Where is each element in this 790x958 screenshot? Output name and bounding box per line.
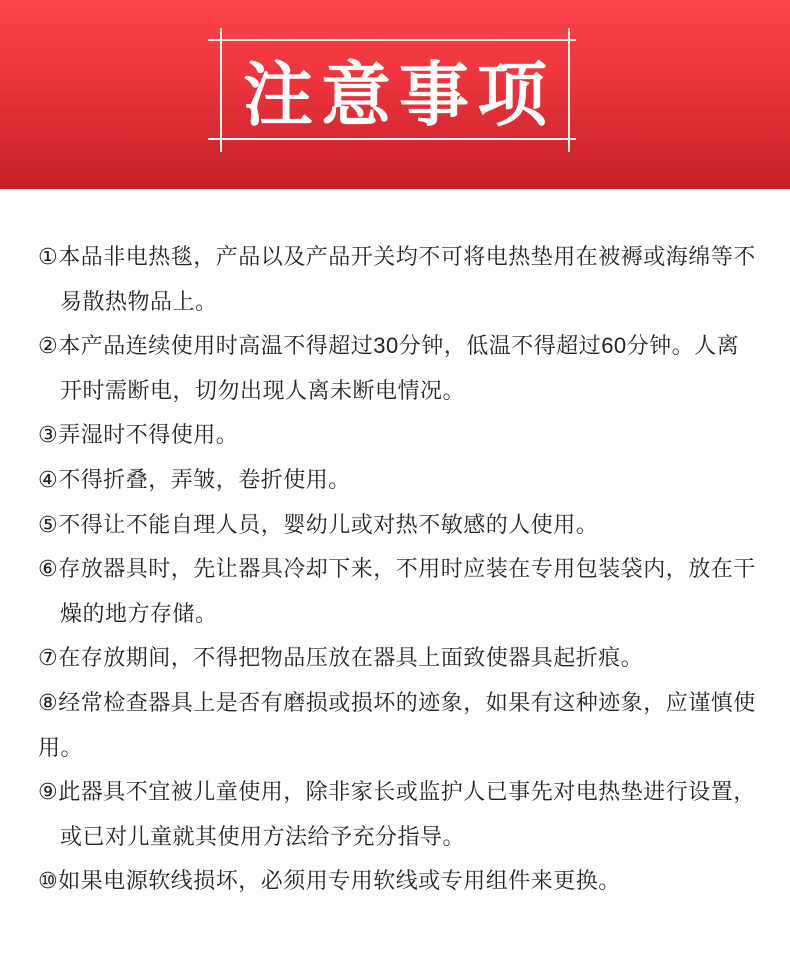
note-line: ⑩如果电源软线损坏，必须用专用软线或专用组件来更换。 [38,868,621,894]
note-line: ⑦在存放期间，不得把物品压放在器具上面致使器具起折痕。 [38,645,644,671]
note-item [38,503,762,548]
notice-banner [0,0,790,189]
page-title: 注意事项 [243,55,555,134]
note-item [38,235,762,324]
note-item [38,324,762,413]
note-line: ⑧经常检查器具上是否有磨损或损坏的迹象，如果有这种迹象，应谨慎使 [38,689,756,715]
note-line: 燥的地方存储。 [60,600,218,626]
note-line: ⑤不得让不能自理人员，婴幼儿或对热不敏感的人使用。 [38,511,599,537]
note-line: ②本产品连续使用时高温不得超过30分钟，低温不得超过60分钟。人离 [38,333,740,359]
note-item [38,413,762,458]
note-line: ④不得折叠，弄皱，卷折使用。 [38,466,351,492]
precautions-list [0,189,790,904]
note-item [38,770,762,859]
note-item [38,547,762,636]
note-line: 用。 [38,734,84,760]
note-line: ⑥存放器具时，先让器具冷却下来，不用时应装在专用包装袋内，放在干 [38,556,756,582]
note-item [38,859,762,904]
note-line: 开时需断电，切勿出现人离未断电情况。 [60,377,466,403]
note-line: 易散热物品上。 [60,288,218,314]
note-line: 或已对儿童就其使用方法给予充分指导。 [60,823,466,849]
note-item [38,458,762,503]
note-line: ①本品非电热毯，产品以及产品开关均不可将电热垫用在被褥或海绵等不 [38,244,756,269]
note-line: ③弄湿时不得使用。 [38,422,239,448]
note-line: ⑨此器具不宜被儿童使用，除非家长或监护人已事先对电热垫进行设置， [38,779,756,805]
note-item [38,681,762,770]
note-item [38,636,762,681]
